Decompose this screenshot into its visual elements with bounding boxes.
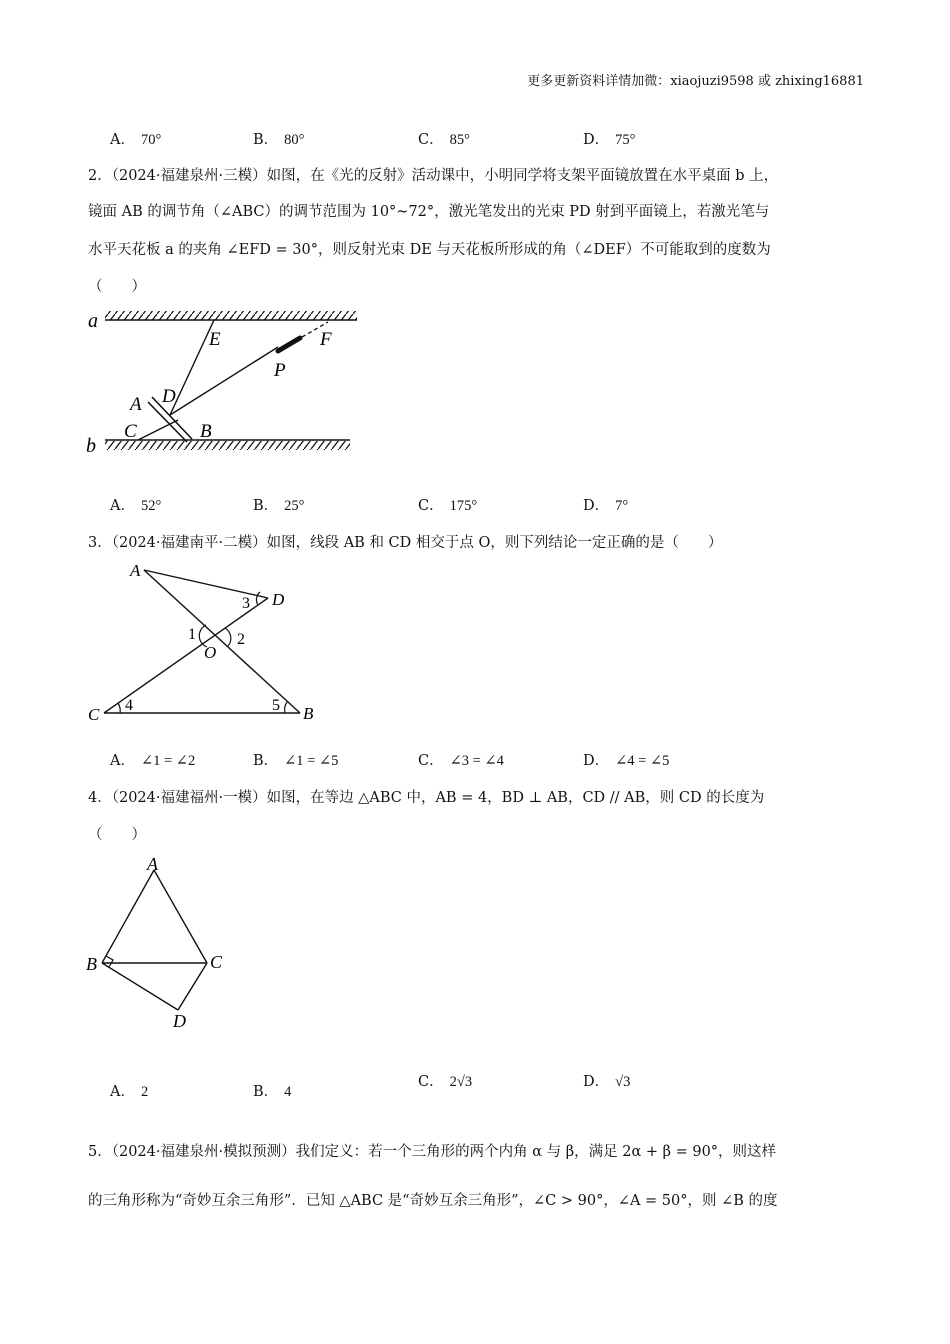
q2-answer-paren: （ ） — [88, 279, 146, 295]
angle-2-arc — [225, 628, 231, 646]
label-f: F — [320, 329, 332, 350]
segment-cd — [104, 598, 268, 713]
q3-stem: 3．（2024·福建南平·二模）如图，线段 AB 和 CD 相交于点 O，则下列结论一定正确的是（ ） — [88, 535, 723, 551]
label-a: A — [130, 561, 141, 580]
label-c: C — [210, 952, 223, 972]
q4-option-b[interactable]: B． 4 — [253, 1084, 292, 1100]
label-angle-5: 5 — [272, 697, 280, 714]
label-a: a — [88, 310, 98, 332]
q4-answer-paren: （ ） — [88, 827, 146, 843]
angle-5-arc — [285, 702, 287, 713]
q2-option-c[interactable]: C． 175° — [418, 498, 478, 514]
label-angle-2: 2 — [237, 631, 245, 648]
q1-option-b[interactable]: B． 80° — [253, 132, 305, 148]
label-p: P — [274, 360, 286, 381]
label-mirror-a: A — [130, 394, 142, 415]
q3-option-a[interactable]: A． ∠1 = ∠2 — [110, 753, 196, 769]
q2-stem-line-1: 2．（2024·福建泉州·三模）如图，在《光的反射》活动课中，小明同学将支架平面镜放置在水平桌面 b 上， — [88, 168, 779, 184]
label-angle-1: 1 — [188, 626, 196, 643]
q4-triangle-figure — [80, 850, 240, 1035]
segment-ad — [144, 570, 268, 598]
q5-stem-line-2: 的三角形称为“奇妙互余三角形”．已知 △ABC 是“奇妙互余三角形”，∠C > 90°，∠A = 50°，则 ∠B 的度 — [88, 1193, 778, 1209]
angle-3-arc — [256, 592, 260, 605]
q4-stem: 4．（2024·福建福州·一模）如图，在等边 △ABC 中，AB = 4，BD ⊥ AB，CD // AB，则 CD 的长度为 — [88, 790, 765, 806]
q1-option-a[interactable]: A． 70° — [110, 132, 162, 148]
label-b: b — [86, 435, 96, 457]
label-angle-3: 3 — [242, 595, 250, 612]
label-d: D — [272, 590, 285, 609]
table-hatch — [105, 441, 350, 450]
label-o: O — [204, 643, 217, 662]
q3-option-b[interactable]: B． ∠1 = ∠5 — [253, 753, 339, 769]
q4-option-a[interactable]: A． 2 — [110, 1084, 149, 1100]
label-c: C — [88, 705, 100, 724]
ceiling-hatch — [105, 311, 357, 320]
q4-option-d[interactable]: D． √3 — [583, 1074, 631, 1090]
label-mirror-b: B — [200, 421, 212, 442]
q3-intersection-figure — [80, 558, 330, 730]
label-d: D — [173, 1011, 186, 1031]
q5-stem-line-1: 5．（2024·福建泉州·模拟预测）我们定义：若一个三角形的两个内角 α 与 β，满足 2α + β = 90°，则这样 — [88, 1144, 777, 1160]
q4-option-c[interactable]: C． 2√3 — [418, 1074, 473, 1090]
q2-option-a[interactable]: A． 52° — [110, 498, 162, 514]
q2-option-b[interactable]: B． 25° — [253, 498, 305, 514]
label-angle-4: 4 — [125, 697, 133, 714]
segment-cd — [138, 420, 178, 440]
page-header: 更多更新资料详情加微：xiaojuzi9598 或 zhixing16881 — [527, 74, 864, 89]
label-a: A — [147, 854, 158, 874]
q2-mirror-figure — [80, 305, 370, 460]
label-e: E — [209, 329, 221, 350]
q2-stem-line-2: 镜面 AB 的调节角（∠ABC）的调节范围为 10°~72°，激光笔发出的光束 PD 射到平面镜上，若激光笔与 — [88, 204, 770, 220]
segment-ac — [154, 870, 207, 963]
label-d: D — [162, 386, 176, 407]
label-c: C — [124, 421, 137, 442]
q2-stem-line-3: 水平天花板 a 的夹角 ∠EFD = 30°，则反射光束 DE 与天花板所形成的角（∠DEF）不可能取到的度数为 — [88, 242, 771, 258]
q3-option-d[interactable]: D． ∠4 = ∠5 — [583, 753, 670, 769]
label-b: B — [303, 704, 314, 723]
q2-option-d[interactable]: D． 7° — [583, 498, 629, 514]
label-b: B — [86, 954, 97, 974]
segment-bd — [102, 963, 178, 1010]
q1-option-d[interactable]: D． 75° — [583, 132, 636, 148]
segment-ab — [102, 870, 154, 963]
q1-option-c[interactable]: C． 85° — [418, 132, 470, 148]
angle-4-arc — [118, 703, 120, 713]
q3-option-c[interactable]: C． ∠3 = ∠4 — [418, 753, 504, 769]
segment-cd — [178, 963, 207, 1010]
laser-pen — [278, 338, 300, 351]
